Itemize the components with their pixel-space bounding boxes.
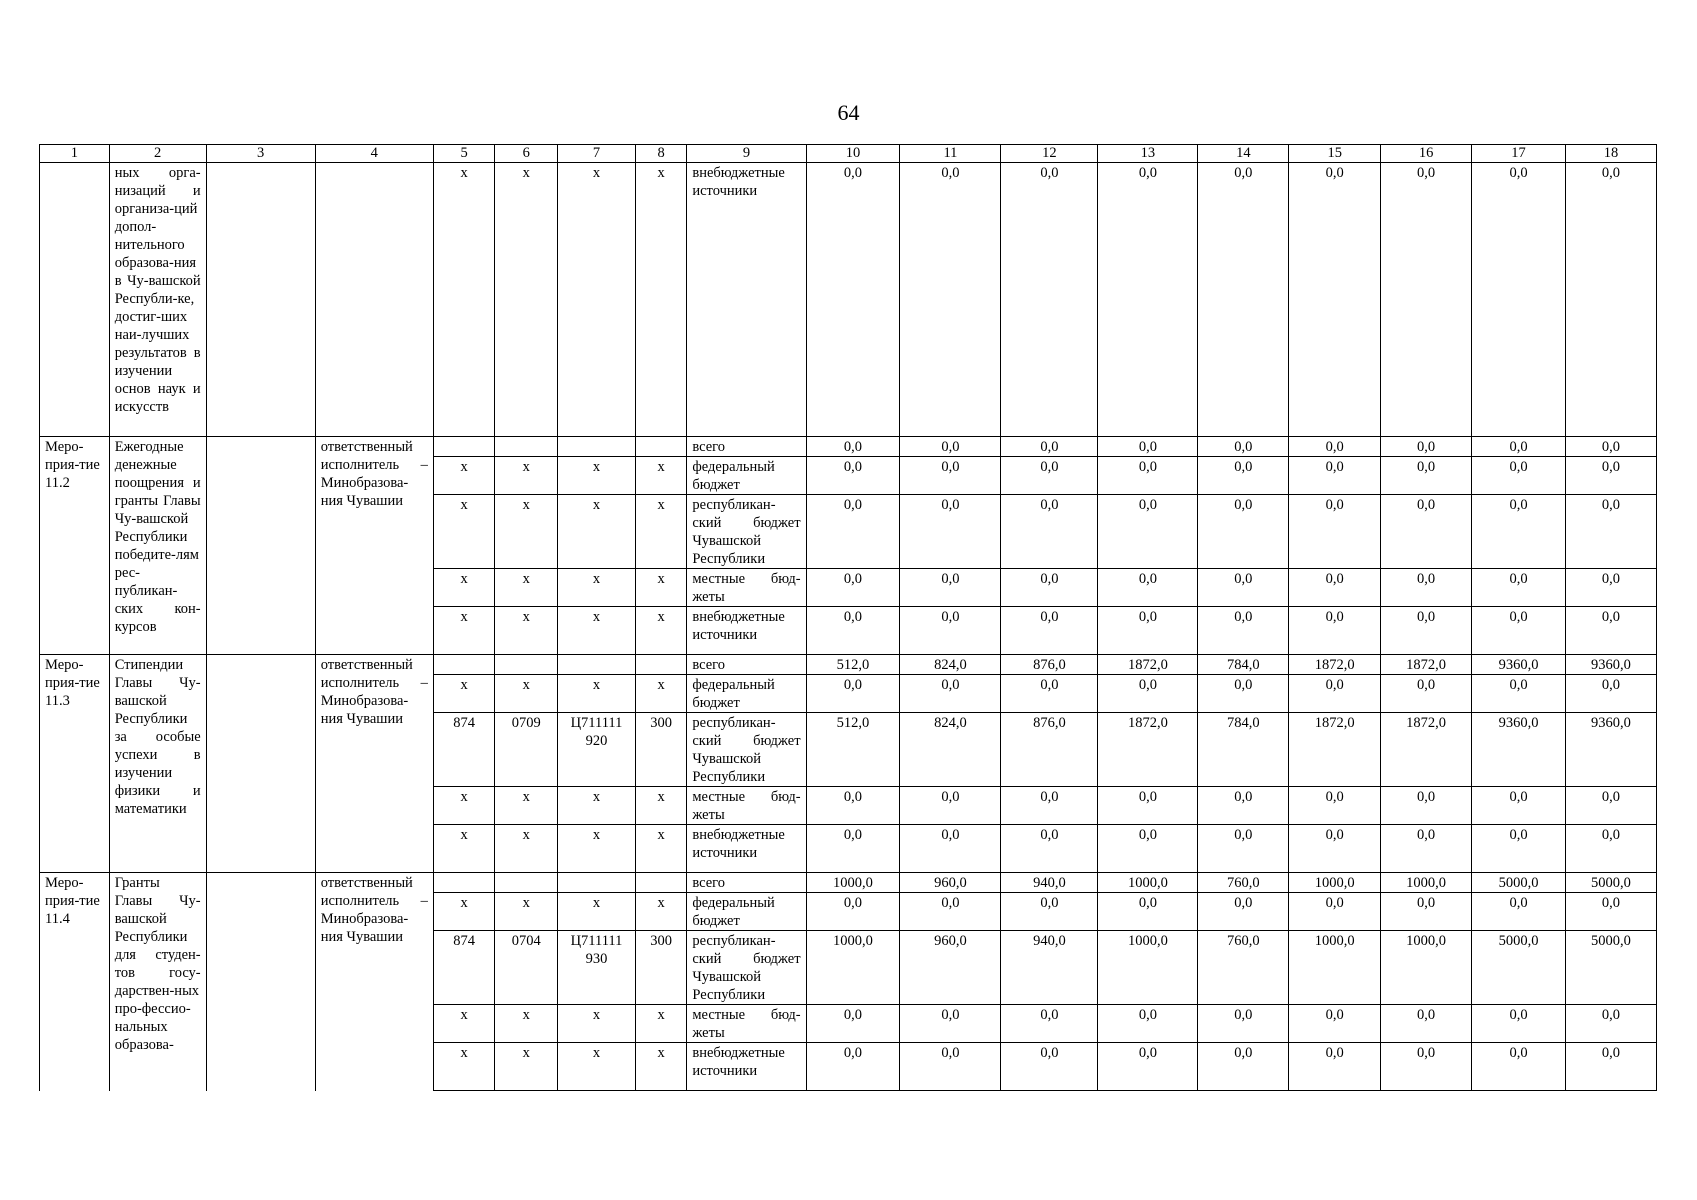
kbk-rzpr-cell: х	[495, 825, 558, 873]
header-cell: 8	[635, 145, 687, 163]
kbk-csr-cell: х	[558, 675, 636, 713]
kbk-csr-cell: х	[558, 569, 636, 607]
header-cell: 15	[1289, 145, 1381, 163]
kbk-grbs-cell: х	[433, 787, 495, 825]
value-cell: 0,0	[1198, 1005, 1289, 1043]
value-cell: 0,0	[1001, 457, 1098, 495]
kbk-csr-cell: х	[558, 787, 636, 825]
header-cell: 3	[206, 145, 315, 163]
value-cell: 1872,0	[1381, 713, 1472, 787]
value-cell: 0,0	[1289, 607, 1381, 655]
kbk-rzpr-cell: 0709	[495, 713, 558, 787]
activity-name-cell: Ежегодные денежные поощрения и гранты Главы Чу-вашской Республики победите-лям рес-публикан-ских кон-курсов	[109, 437, 206, 655]
funding-source-cell: внебюджетные источники	[687, 825, 806, 873]
header-cell: 5	[433, 145, 495, 163]
value-cell: 0,0	[1565, 437, 1656, 457]
funding-source-cell: республикан-ский бюджет Чувашской Республики	[687, 495, 806, 569]
kbk-grbs-cell: х	[433, 893, 495, 931]
value-cell: 0,0	[1098, 569, 1198, 607]
funding-source-cell: республикан-ский бюджет Чувашской Республики	[687, 931, 806, 1005]
table-row	[40, 655, 1657, 675]
value-cell: 0,0	[1381, 607, 1472, 655]
value-cell: 0,0	[1472, 437, 1566, 457]
kbk-grbs-cell: 874	[433, 713, 495, 787]
header-cell: 18	[1565, 145, 1656, 163]
funding-source-cell: всего	[687, 655, 806, 675]
kbk-grbs-cell: х	[433, 495, 495, 569]
value-cell: 5000,0	[1472, 873, 1566, 893]
kbk-csr-cell: х	[558, 457, 636, 495]
value-cell: 940,0	[1001, 873, 1098, 893]
empty-cell	[206, 873, 315, 1091]
page-number: 64	[837, 100, 860, 125]
value-cell: 0,0	[1198, 1043, 1289, 1091]
funding-source-cell: внебюджетные источники	[687, 163, 806, 437]
value-cell: 1872,0	[1098, 713, 1198, 787]
value-cell: 0,0	[1381, 893, 1472, 931]
value-cell: 0,0	[1289, 825, 1381, 873]
value-cell: 0,0	[1001, 1005, 1098, 1043]
value-cell: 940,0	[1001, 931, 1098, 1005]
header-cell: 7	[558, 145, 636, 163]
value-cell: 0,0	[1198, 675, 1289, 713]
value-cell: 0,0	[1098, 1043, 1198, 1091]
value-cell: 0,0	[1472, 675, 1566, 713]
value-cell: 0,0	[1001, 495, 1098, 569]
value-cell: 0,0	[1001, 163, 1098, 437]
empty-cell	[206, 437, 315, 655]
kbk-rzpr-cell	[495, 873, 558, 893]
funding-source-cell: местные бюд-жеты	[687, 1005, 806, 1043]
value-cell: 9360,0	[1565, 713, 1656, 787]
kbk-rzpr-cell: х	[495, 569, 558, 607]
value-cell: 0,0	[1001, 825, 1098, 873]
kbk-csr-cell: х	[558, 1005, 636, 1043]
value-cell: 0,0	[1289, 569, 1381, 607]
value-cell: 784,0	[1198, 655, 1289, 675]
value-cell: 0,0	[806, 675, 900, 713]
value-cell: 0,0	[806, 893, 900, 931]
kbk-grbs-cell: х	[433, 825, 495, 873]
value-cell: 0,0	[1198, 569, 1289, 607]
value-cell: 0,0	[900, 163, 1001, 437]
value-cell: 0,0	[1198, 893, 1289, 931]
value-cell: 0,0	[1098, 163, 1198, 437]
value-cell: 0,0	[1472, 787, 1566, 825]
value-cell: 0,0	[1289, 1043, 1381, 1091]
funding-source-cell: федеральный бюджет	[687, 457, 806, 495]
value-cell: 0,0	[1565, 1043, 1656, 1091]
value-cell: 0,0	[806, 437, 900, 457]
table-row	[40, 437, 1657, 457]
value-cell: 0,0	[1001, 569, 1098, 607]
value-cell: 0,0	[900, 457, 1001, 495]
value-cell: 0,0	[1289, 437, 1381, 457]
kbk-rzpr-cell: 0704	[495, 931, 558, 1005]
kbk-vr-cell	[635, 437, 687, 457]
kbk-vr-cell	[635, 873, 687, 893]
kbk-csr-cell: х	[558, 825, 636, 873]
kbk-grbs-cell: х	[433, 1043, 495, 1091]
kbk-rzpr-cell: х	[495, 495, 558, 569]
kbk-grbs-cell: х	[433, 163, 495, 437]
kbk-vr-cell: 300	[635, 713, 687, 787]
value-cell: 0,0	[1289, 163, 1381, 437]
header-cell: 10	[806, 145, 900, 163]
executor-cell: ответственный исполнитель – Минобразова-ния Чувашии	[315, 873, 433, 1091]
value-cell: 0,0	[806, 607, 900, 655]
kbk-rzpr-cell: х	[495, 675, 558, 713]
value-cell: 0,0	[1289, 457, 1381, 495]
value-cell: 0,0	[806, 495, 900, 569]
value-cell: 0,0	[1289, 675, 1381, 713]
value-cell: 0,0	[1565, 787, 1656, 825]
value-cell: 0,0	[900, 825, 1001, 873]
kbk-csr-cell: Ц711111 920	[558, 713, 636, 787]
value-cell: 0,0	[1381, 437, 1472, 457]
header-cell: 1	[40, 145, 110, 163]
kbk-rzpr-cell: х	[495, 163, 558, 437]
value-cell: 824,0	[900, 713, 1001, 787]
value-cell: 0,0	[1198, 495, 1289, 569]
value-cell: 0,0	[1198, 787, 1289, 825]
activity-name-cell: Гранты Главы Чу-вашской Республики для студен-тов госу-дарствен-ных про-фессио-нальных образова-	[109, 873, 206, 1091]
kbk-rzpr-cell: х	[495, 893, 558, 931]
kbk-csr-cell: х	[558, 893, 636, 931]
value-cell: 0,0	[1472, 825, 1566, 873]
value-cell: 0,0	[900, 495, 1001, 569]
value-cell: 0,0	[1472, 495, 1566, 569]
kbk-grbs-cell: х	[433, 457, 495, 495]
value-cell: 0,0	[1565, 825, 1656, 873]
header-cell: 2	[109, 145, 206, 163]
funding-source-cell: местные бюд-жеты	[687, 787, 806, 825]
kbk-grbs-cell: х	[433, 607, 495, 655]
value-cell: 0,0	[1381, 457, 1472, 495]
kbk-csr-cell	[558, 437, 636, 457]
value-cell: 0,0	[1001, 607, 1098, 655]
value-cell: 0,0	[1472, 607, 1566, 655]
value-cell: 0,0	[900, 675, 1001, 713]
table-body	[40, 163, 1657, 1091]
kbk-vr-cell: 300	[635, 931, 687, 1005]
kbk-csr-cell	[558, 873, 636, 893]
value-cell: 1872,0	[1289, 713, 1381, 787]
value-cell: 1000,0	[1289, 931, 1381, 1005]
value-cell: 0,0	[1381, 825, 1472, 873]
funding-source-cell: внебюджетные источники	[687, 607, 806, 655]
kbk-vr-cell: х	[635, 675, 687, 713]
value-cell: 0,0	[806, 1005, 900, 1043]
value-cell: 0,0	[1289, 495, 1381, 569]
value-cell: 5000,0	[1472, 931, 1566, 1005]
activity-name-cell: ных орга-низаций и организа-ций допол-нительного образова-ния в Чу-вашской Республи-ке, достиг-ших наи-лучших результатов в изучении основ наук и искусств	[109, 163, 206, 437]
value-cell: 512,0	[806, 713, 900, 787]
kbk-vr-cell: х	[635, 825, 687, 873]
kbk-rzpr-cell	[495, 655, 558, 675]
value-cell: 0,0	[900, 437, 1001, 457]
header-cell: 4	[315, 145, 433, 163]
kbk-vr-cell: х	[635, 457, 687, 495]
value-cell: 0,0	[1565, 457, 1656, 495]
kbk-csr-cell: х	[558, 607, 636, 655]
kbk-grbs-cell: х	[433, 675, 495, 713]
value-cell: 0,0	[1098, 607, 1198, 655]
empty-cell	[206, 163, 315, 437]
kbk-rzpr-cell: х	[495, 457, 558, 495]
funding-source-cell: федеральный бюджет	[687, 675, 806, 713]
value-cell: 0,0	[806, 163, 900, 437]
kbk-csr-cell: х	[558, 495, 636, 569]
value-cell: 0,0	[1472, 163, 1566, 437]
value-cell: 5000,0	[1565, 873, 1656, 893]
activity-code-cell: Меро-прия-тие 11.3	[40, 655, 110, 873]
kbk-grbs-cell	[433, 437, 495, 457]
value-cell: 0,0	[1565, 569, 1656, 607]
budget-table	[39, 144, 1657, 1091]
value-cell: 0,0	[1098, 825, 1198, 873]
value-cell: 0,0	[1198, 163, 1289, 437]
value-cell: 0,0	[1198, 607, 1289, 655]
value-cell: 0,0	[1001, 787, 1098, 825]
table-header	[40, 145, 1657, 163]
value-cell: 1872,0	[1381, 655, 1472, 675]
value-cell: 1872,0	[1289, 655, 1381, 675]
header-cell: 6	[495, 145, 558, 163]
value-cell: 0,0	[1098, 437, 1198, 457]
funding-source-cell: внебюджетные источники	[687, 1043, 806, 1091]
kbk-rzpr-cell: х	[495, 1043, 558, 1091]
kbk-rzpr-cell: х	[495, 607, 558, 655]
value-cell: 0,0	[900, 893, 1001, 931]
kbk-csr-cell	[558, 655, 636, 675]
value-cell: 1000,0	[1098, 873, 1198, 893]
value-cell: 0,0	[806, 825, 900, 873]
value-cell: 1000,0	[806, 931, 900, 1005]
activity-code-cell: Меро-прия-тие 11.2	[40, 437, 110, 655]
executor-cell: ответственный исполнитель – Минобразова-ния Чувашии	[315, 655, 433, 873]
value-cell: 5000,0	[1565, 931, 1656, 1005]
kbk-grbs-cell	[433, 655, 495, 675]
value-cell: 1000,0	[806, 873, 900, 893]
value-cell: 0,0	[1001, 1043, 1098, 1091]
value-cell: 0,0	[1289, 1005, 1381, 1043]
value-cell: 0,0	[1098, 787, 1198, 825]
value-cell: 1000,0	[1381, 873, 1472, 893]
value-cell: 0,0	[806, 457, 900, 495]
value-cell: 0,0	[806, 787, 900, 825]
value-cell: 0,0	[1565, 607, 1656, 655]
value-cell: 0,0	[1198, 437, 1289, 457]
value-cell: 960,0	[900, 931, 1001, 1005]
value-cell: 760,0	[1198, 873, 1289, 893]
value-cell: 512,0	[806, 655, 900, 675]
value-cell: 9360,0	[1472, 655, 1566, 675]
value-cell: 0,0	[1381, 675, 1472, 713]
header-cell: 16	[1381, 145, 1472, 163]
kbk-vr-cell: х	[635, 569, 687, 607]
value-cell: 0,0	[1472, 457, 1566, 495]
kbk-grbs-cell	[433, 873, 495, 893]
funding-source-cell: всего	[687, 873, 806, 893]
value-cell: 0,0	[1472, 893, 1566, 931]
empty-cell	[206, 655, 315, 873]
kbk-vr-cell: х	[635, 787, 687, 825]
kbk-vr-cell: х	[635, 495, 687, 569]
value-cell: 0,0	[1381, 495, 1472, 569]
header-cell: 12	[1001, 145, 1098, 163]
value-cell: 0,0	[1565, 495, 1656, 569]
kbk-vr-cell: х	[635, 1043, 687, 1091]
value-cell: 0,0	[1098, 457, 1198, 495]
executor-cell: ответственный исполнитель – Минобразова-ния Чувашии	[315, 437, 433, 655]
value-cell: 0,0	[1001, 675, 1098, 713]
kbk-rzpr-cell: х	[495, 787, 558, 825]
kbk-vr-cell: х	[635, 607, 687, 655]
kbk-csr-cell: х	[558, 163, 636, 437]
value-cell: 0,0	[1001, 893, 1098, 931]
value-cell: 0,0	[1472, 1043, 1566, 1091]
kbk-vr-cell: х	[635, 163, 687, 437]
value-cell: 0,0	[1472, 1005, 1566, 1043]
value-cell: 0,0	[1381, 163, 1472, 437]
funding-source-cell: всего	[687, 437, 806, 457]
value-cell: 9360,0	[1472, 713, 1566, 787]
value-cell: 0,0	[1098, 495, 1198, 569]
value-cell: 0,0	[1381, 569, 1472, 607]
value-cell: 784,0	[1198, 713, 1289, 787]
activity-name-cell: Стипендии Главы Чу-вашской Республики за особые успехи в изучении физики и математики	[109, 655, 206, 873]
activity-code-cell: Меро-прия-тие 11.4	[40, 873, 110, 1091]
value-cell: 0,0	[1381, 787, 1472, 825]
value-cell: 760,0	[1198, 931, 1289, 1005]
value-cell: 960,0	[900, 873, 1001, 893]
kbk-vr-cell: х	[635, 1005, 687, 1043]
kbk-vr-cell	[635, 655, 687, 675]
value-cell: 0,0	[900, 569, 1001, 607]
header-row	[40, 145, 1657, 163]
header-cell: 11	[900, 145, 1001, 163]
value-cell: 0,0	[1381, 1005, 1472, 1043]
table-row	[40, 163, 1657, 437]
value-cell: 0,0	[1565, 675, 1656, 713]
kbk-rzpr-cell	[495, 437, 558, 457]
value-cell: 0,0	[1198, 825, 1289, 873]
kbk-vr-cell: х	[635, 893, 687, 931]
executor-cell	[315, 163, 433, 437]
value-cell: 0,0	[1565, 893, 1656, 931]
header-cell: 14	[1198, 145, 1289, 163]
header-cell: 17	[1472, 145, 1566, 163]
value-cell: 824,0	[900, 655, 1001, 675]
value-cell: 0,0	[806, 1043, 900, 1091]
kbk-grbs-cell: х	[433, 1005, 495, 1043]
header-cell: 13	[1098, 145, 1198, 163]
kbk-rzpr-cell: х	[495, 1005, 558, 1043]
value-cell: 0,0	[900, 1043, 1001, 1091]
value-cell: 0,0	[1289, 893, 1381, 931]
value-cell: 0,0	[1098, 893, 1198, 931]
value-cell: 0,0	[1472, 569, 1566, 607]
kbk-csr-cell: Ц711111 930	[558, 931, 636, 1005]
table-row	[40, 873, 1657, 893]
value-cell: 0,0	[1565, 1005, 1656, 1043]
value-cell: 9360,0	[1565, 655, 1656, 675]
value-cell: 876,0	[1001, 713, 1098, 787]
value-cell: 0,0	[1098, 1005, 1198, 1043]
value-cell: 0,0	[900, 1005, 1001, 1043]
value-cell: 0,0	[900, 787, 1001, 825]
value-cell: 1000,0	[1381, 931, 1472, 1005]
value-cell: 0,0	[1001, 437, 1098, 457]
value-cell: 876,0	[1001, 655, 1098, 675]
value-cell: 0,0	[1198, 457, 1289, 495]
kbk-csr-cell: х	[558, 1043, 636, 1091]
value-cell: 0,0	[1289, 787, 1381, 825]
value-cell: 1872,0	[1098, 655, 1198, 675]
funding-source-cell: местные бюд-жеты	[687, 569, 806, 607]
kbk-grbs-cell: х	[433, 569, 495, 607]
header-cell: 9	[687, 145, 806, 163]
value-cell: 0,0	[1381, 1043, 1472, 1091]
value-cell: 0,0	[900, 607, 1001, 655]
value-cell: 1000,0	[1098, 931, 1198, 1005]
kbk-grbs-cell: 874	[433, 931, 495, 1005]
value-cell: 0,0	[1098, 675, 1198, 713]
code-cell	[40, 163, 110, 437]
funding-source-cell: федеральный бюджет	[687, 893, 806, 931]
value-cell: 1000,0	[1289, 873, 1381, 893]
value-cell: 0,0	[806, 569, 900, 607]
value-cell: 0,0	[1565, 163, 1656, 437]
funding-source-cell: республикан-ский бюджет Чувашской Республики	[687, 713, 806, 787]
